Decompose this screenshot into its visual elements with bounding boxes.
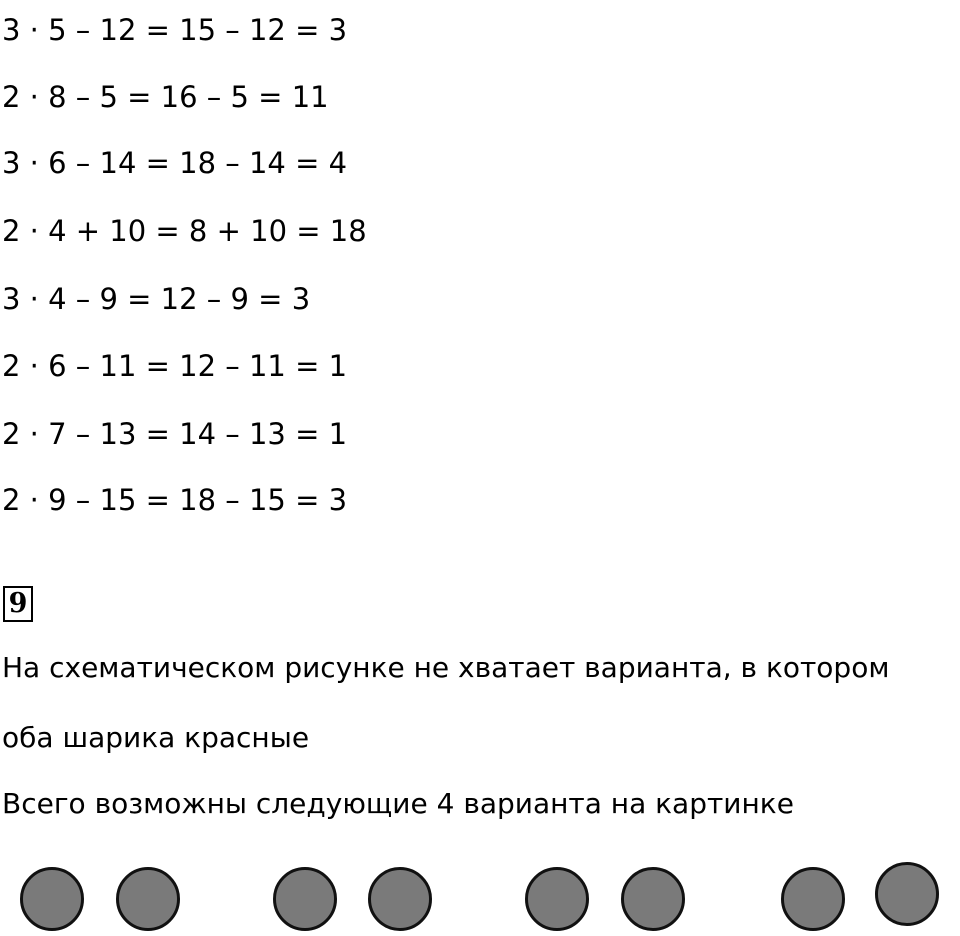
equation-8: 2 · 9 – 15 = 18 – 15 = 3: [2, 483, 348, 517]
ball: [273, 867, 337, 931]
ball: [20, 867, 84, 931]
equation-1: 3 · 5 – 12 = 15 – 12 = 3: [2, 13, 348, 47]
equation-3: 3 · 6 – 14 = 18 – 14 = 4: [2, 146, 348, 180]
ball: [621, 867, 685, 931]
equation-5: 3 · 4 – 9 = 12 – 9 = 3: [2, 282, 311, 316]
task-number-box: 9: [3, 586, 33, 622]
equation-7: 2 · 7 – 13 = 14 – 13 = 1: [2, 417, 348, 451]
equation-2: 2 · 8 – 5 = 16 – 5 = 11: [2, 80, 329, 114]
task-text-line-2: оба шарика красные: [2, 721, 310, 754]
ball: [781, 867, 845, 931]
ball: [525, 867, 589, 931]
ball: [368, 867, 432, 931]
ball: [116, 867, 180, 931]
equation-6: 2 · 6 – 11 = 12 – 11 = 1: [2, 349, 348, 383]
task-text-line-1: На схематическом рисунке не хватает варианта, в котором: [2, 651, 890, 684]
equation-4: 2 · 4 + 10 = 8 + 10 = 18: [2, 214, 367, 248]
ball: [875, 862, 939, 926]
task-text-line-3: Всего возможны следующие 4 варианта на картинке: [2, 787, 794, 820]
